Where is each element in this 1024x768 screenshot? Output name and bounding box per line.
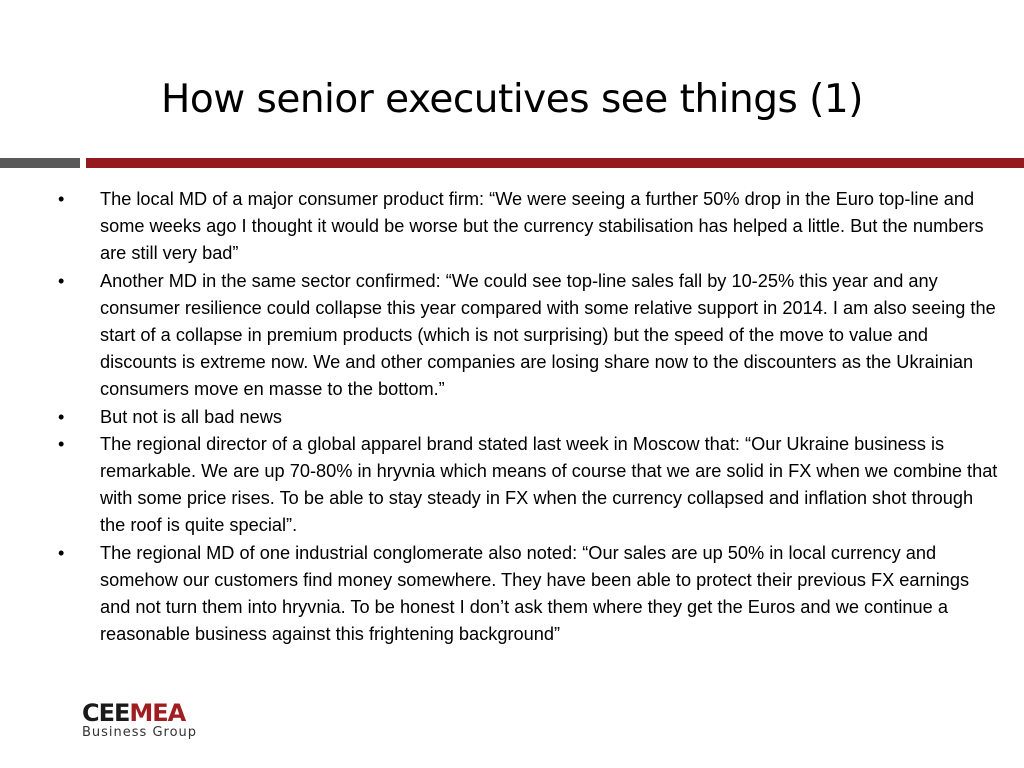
list-item — [58, 404, 998, 431]
list-item — [58, 431, 998, 540]
bullet-marker: • — [58, 542, 65, 563]
bullet-marker: • — [58, 433, 65, 454]
list-item — [58, 186, 998, 268]
logo-part-cee: CEE — [82, 699, 130, 727]
bullet-marker: • — [58, 270, 65, 291]
slide-title: How senior executives see things (1) — [161, 77, 863, 122]
bullet-marker: • — [58, 406, 65, 427]
bullet-text: The regional MD of one industrial conglomerate also noted: “Our sales are up 50% in local currency and somehow our customers find money somewhere. They have been able to protect their previous FX earnings and not turn them into hryvnia. To be honest I don’t ask them where they get the Euros and we continue a reasonable business against this frightening background” — [100, 542, 970, 645]
bullet-text: The local MD of a major consumer product firm: “We were seeing a further 50% drop in the Euro top-line and some weeks ago I thought it would be worse but the currency stabilisation has helped a little. But the numbers are still very bad” — [100, 189, 984, 264]
company-logo — [82, 700, 232, 742]
title-rule-gray — [0, 158, 80, 168]
logo-subtitle: Business Group — [82, 725, 198, 740]
list-item — [58, 540, 998, 649]
list-item — [58, 268, 998, 404]
bullet-list — [58, 186, 998, 648]
logo-part-mea: MEA — [129, 699, 186, 727]
logo-wordmark — [82, 700, 232, 726]
bullet-text: Another MD in the same sector confirmed: “We could see top-line sales fall by 10-25% this year and any consumer resilience could collapse this year compared with some relative support in 2014. I am also seeing the start of a collapse in premium products (which is not surprising) but the speed of the move to value and discounts is extreme now. We and other companies are losing share now to the discounters as the Ukrainian consumers move en masse to the bottom.” — [100, 270, 996, 400]
bullet-marker: • — [58, 189, 65, 209]
bullet-text: But not is all bad news — [100, 406, 282, 427]
bullet-text: The regional director of a global apparel brand stated last week in Moscow that: “Our Ukraine business is remarkable. We are up 70-80% in hryvnia which means of course that we are solid in FX when we combine that with some price rises. To be able to stay steady in FX when the currency collapsed and inflation shot through the roof is quite special”. — [100, 433, 998, 536]
title-rule-red — [86, 158, 1024, 168]
